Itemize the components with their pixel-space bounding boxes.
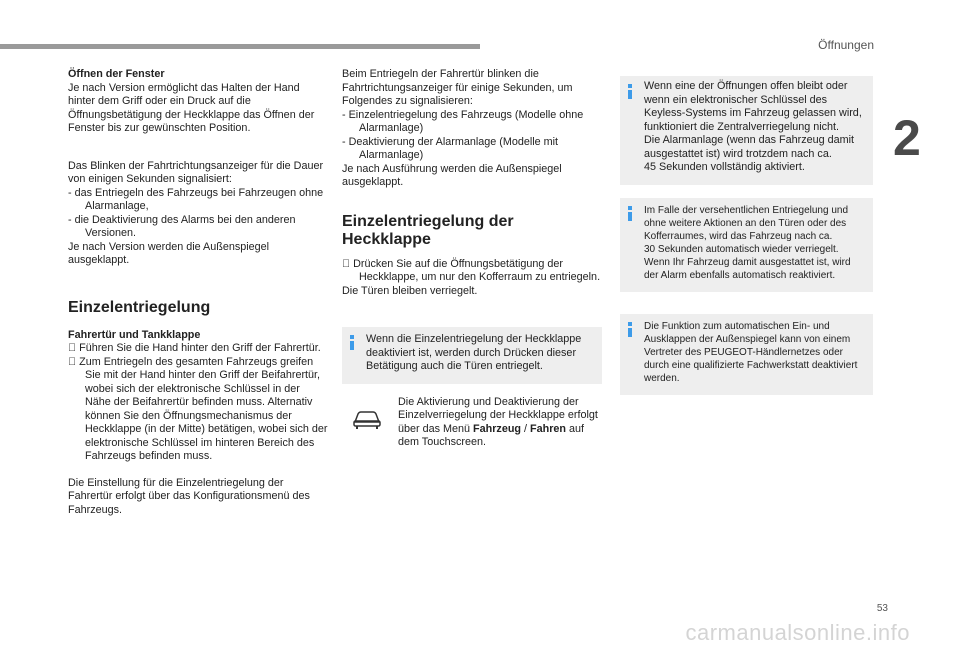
- touchscreen-note: [342, 396, 602, 450]
- windows-title: Öffnen der Fenster: [68, 68, 165, 80]
- keyless-info-text: 45 Sekunden vollständig aktiviert.: [644, 161, 805, 173]
- arrow-bullet-icon: [342, 258, 350, 270]
- driver-unlock-intro: Beim Entriegeln der Fahrertür blinken die Fahrtrichtungsanzeiger für einige Sekunden, um Folgendes zu signalisieren:: [342, 68, 573, 107]
- relock-info-text: Wenn Ihr Fahrzeug damit ausgestattet ist, wird der Alarm ebenfalls automatisch reaktiviert.: [644, 256, 851, 281]
- touchscreen-note-text: Die Aktivierung und Deaktivierung der Einzelverriegelung der Heckklappe erfolgt über das Menü Fahrzeug / Fahren auf dem Touchscreen.: [398, 395, 598, 448]
- driver-unlock-item: - Deaktivierung der Alarmanlage (Modelle mit Alarmanlage): [342, 135, 559, 161]
- car-icon: [352, 408, 382, 430]
- page-number: 53: [876, 603, 888, 614]
- step-item: Führen Sie die Hand hinter den Griff der Fahrertür.: [68, 342, 310, 354]
- relock-info-box: [620, 198, 873, 292]
- info-icon: [628, 84, 632, 99]
- info-icon: [350, 335, 354, 350]
- relock-info-text: Im Falle der versehentlichen Entriegelung und ohne weitere Aktionen an den Türen oder des Kofferraumes, wird das Fahrzeug nach ca.: [644, 204, 849, 242]
- blink-item: - das Entriegeln des Fahrzeugs bei Fahrzeugen ohne Alarmanlage,: [68, 186, 324, 212]
- windows-text: Je nach Version ermöglicht das Halten der Hand hinter dem Griff oder ein Druck auf die Öffnungsbetätigung der Heckklappe das Öffnen der Fenster bis zur gewünschten Position.: [68, 81, 315, 134]
- arrow-bullet-icon: [68, 342, 76, 354]
- driver-door-heading: Fahrertür und Tankklappe: [68, 328, 201, 341]
- tailgate-info-text: Wenn die Einzelentriegelung der Heckklappe deaktiviert ist, werden durch Drücken dieser Betätigung auch die Türen entriegelt.: [366, 333, 582, 372]
- keyless-info-text: Wenn eine der Öffnungen offen bleibt oder wenn ein elektronischer Schlüssel des Keyless-Systems im Fahrzeug gelassen wird, funktioniert die Zentralverriegelung nicht.: [644, 80, 862, 133]
- column-1: [68, 68, 328, 530]
- mirror-info-box: [620, 314, 873, 395]
- doors-locked-text: Die Türen bleiben verriegelt.: [342, 284, 478, 297]
- blink-item: - die Deaktivierung des Alarms bei den anderen Versionen.: [68, 213, 296, 239]
- header-bar: [0, 44, 480, 49]
- relock-info-text: 30 Sekunden automatisch wieder verriegelt.: [644, 243, 839, 255]
- step-item: Zum Entriegeln des gesamten Fahrzeugs greifen Sie mit der Hand hinter den Griff der Beifahrertür, wobei sich der elektronische Schlüssel in der Nähe der Beifahrertür befinden muss. Alternativ können Sie den Öffnungsmechanismus der Heckklappe (in der Mitte) betätigen, wobei sich der elektronische Schlüssel im hinteren Bereich des Fahrzeugs befinden muss.: [68, 355, 328, 462]
- tailgate-step: Drücken Sie auf die Öffnungsbetätigung der Heckklappe, um nur den Kofferraum zu entriegeln.: [342, 257, 601, 283]
- watermark: carmanualsonline.info: [685, 620, 910, 645]
- driver-unlock-item: - Einzelentriegelung des Fahrzeugs (Modelle ohne Alarmanlage): [342, 108, 584, 134]
- mirror-info-text: Die Funktion zum automatischen Ein- und Ausklappen der Außenspiegel kann von einem Vertreter des PEUGEOT-Händlernetzes oder durch eine qualifizierte Fachwerkstatt deaktiviert werden.: [644, 320, 858, 384]
- section-title: Öffnungen: [818, 38, 874, 52]
- tailgate-heading: Einzelentriegelung der Heckklappe: [342, 212, 514, 248]
- blink-intro: Das Blinken der Fahrtrichtungsanzeiger für die Dauer von einigen Sekunden signalisiert:: [68, 159, 324, 185]
- column-3: [620, 76, 873, 395]
- keyless-info-text: Die Alarmanlage (wenn das Fahrzeug damit ausgestattet ist) wird trotzdem nach ca.: [644, 134, 855, 160]
- column-2: [342, 68, 602, 450]
- arrow-bullet-icon: [68, 356, 76, 368]
- info-icon: [628, 322, 632, 337]
- mirror-text: Je nach Version werden die Außenspiegel ausgeklappt.: [68, 240, 270, 266]
- info-icon: [628, 206, 632, 221]
- mirrors-text: Je nach Ausführung werden die Außenspiegel ausgeklappt.: [342, 162, 562, 188]
- keyless-info-box: [620, 76, 873, 185]
- config-text: Die Einstellung für die Einzelentriegelung der Fahrertür erfolgt über das Konfigurationsmenü des Fahrzeugs.: [68, 476, 310, 516]
- chapter-number: 2: [893, 110, 921, 166]
- tailgate-info-box: [342, 327, 602, 384]
- single-unlock-heading: Einzelentriegelung: [68, 298, 211, 316]
